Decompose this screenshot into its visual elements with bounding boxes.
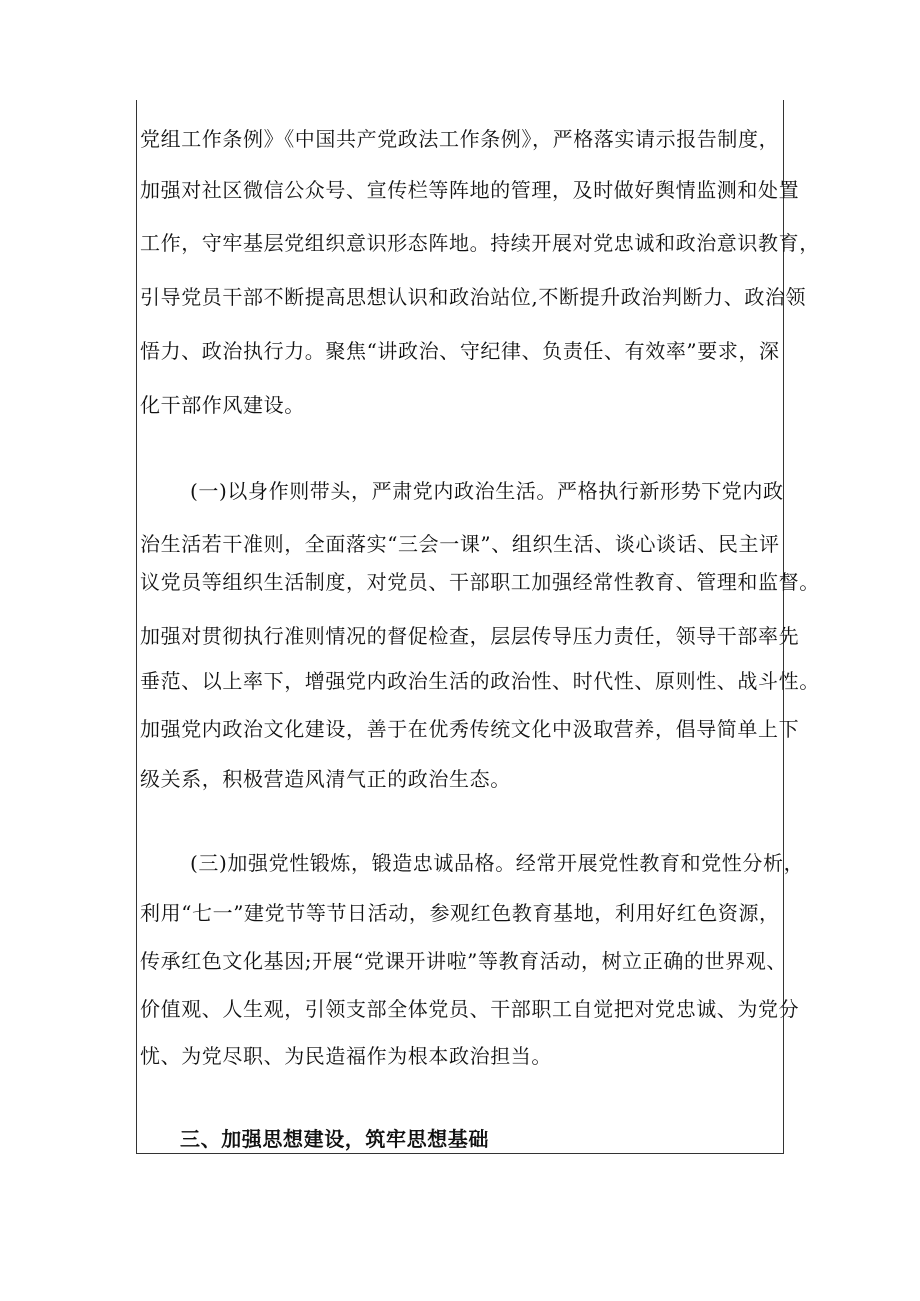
paragraph-1-line-6: 化干部作风建设。 (140, 393, 305, 417)
paragraph-3-line-3: 传承红色文化基因;开展“党课开讲啦”等教育活动，树立正确的世界观、 (140, 949, 787, 973)
paragraph-3-line-1: (三)加强党性锻炼，锻造忠诚品格。经常开展党性教育和党性分析， (190, 851, 805, 875)
paragraph-1-line-3: 工作，守牢基层党组织意识形态阵地。持续开展对党忠诚和政治意识教育， (140, 231, 820, 255)
paragraph-2-line-4: 加强对贯彻执行准则情况的督促检查，层层传导压力责任，领导干部率先 (140, 624, 800, 648)
paragraph-2-line-6: 加强党内政治文化建设，善于在优秀传统文化中汲取营养，倡导简单上下 (140, 717, 800, 741)
paragraph-1-line-1: 党组工作条例》《中国共产党政法工作条例》，严格落实请示报告制度， (140, 127, 780, 151)
paragraph-2-line-7: 级关系，积极营造风清气正的政治生态。 (140, 767, 511, 791)
paragraph-2-line-5: 垂范、以上率下，增强党内政治生活的政治性、时代性、原则性、战斗性。 (140, 669, 820, 693)
paragraph-1-line-5: 悟力、政治执行力。聚焦“讲政治、守纪律、负责任、有效率”要求，深 (140, 339, 780, 363)
paragraph-2-line-1: (一)以身作则带头，严肃党内政治生活。严格执行新形势下党内政 (190, 479, 784, 503)
paragraph-1-line-2: 加强对社区微信公众号、宣传栏等阵地的管理，及时做好舆情监测和处置 (140, 178, 800, 202)
paragraph-2-line-2: 治生活若干准则，全面落实“三会一课”、组织生活、谈心谈话、民主评 (140, 532, 780, 556)
paragraph-3-line-4: 价值观、人生观，引领支部全体党员、干部职工自觉把对党忠诚、为党分 (140, 997, 800, 1021)
paragraph-1-line-4: 引导党员干部不断提高思想认识和政治站位,不断提升政治判断力、政治领 (140, 285, 807, 309)
section-heading: 三、加强思想建设，筑牢思想基础 (180, 1127, 489, 1151)
paragraph-3-line-2: 利用“七一”建党节等节日活动，参观红色教育基地，利用好红色资源， (140, 901, 780, 925)
paragraph-2-line-3: 议党员等组织生活制度，对党员、干部职工加强经常性教育、管理和监督。 (140, 570, 820, 594)
paragraph-3-line-5: 忧、为党尽职、为民造福作为根本政治担当。 (140, 1044, 552, 1068)
